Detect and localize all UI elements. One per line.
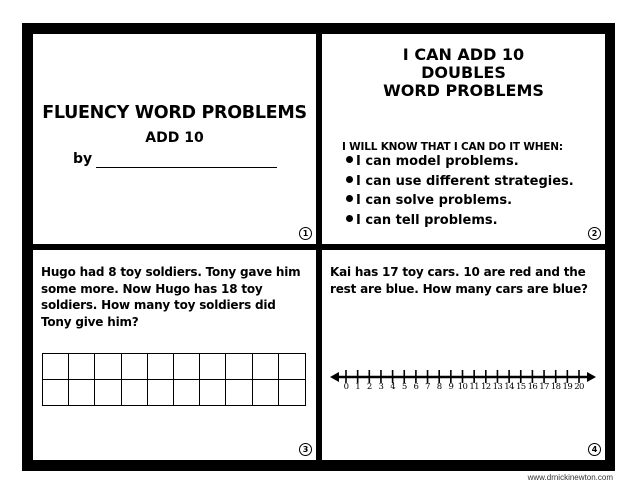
ten-frame-cell[interactable] bbox=[253, 354, 279, 380]
number-line-labels bbox=[330, 382, 596, 394]
heading-line: WORD PROBLEMS bbox=[383, 81, 544, 100]
name-blank-line[interactable] bbox=[96, 167, 277, 168]
number-line-label: 19 bbox=[562, 382, 573, 392]
bullet-icon bbox=[346, 176, 353, 183]
criteria-item: I can use different strategies. bbox=[346, 172, 574, 192]
ten-frame-cell[interactable] bbox=[226, 354, 252, 380]
heading-line: I CAN ADD 10 bbox=[402, 45, 525, 64]
task-card-sheet bbox=[22, 23, 615, 471]
criteria-item: I can model problems. bbox=[346, 152, 574, 172]
number-line-label: 1 bbox=[355, 382, 361, 392]
card-cover bbox=[33, 34, 316, 244]
number-line-axis-icon bbox=[330, 369, 596, 383]
card-number-badge: 1 bbox=[299, 227, 312, 240]
ten-frame-cell[interactable] bbox=[122, 354, 148, 380]
number-line-label: 15 bbox=[515, 382, 526, 392]
number-line-label: 20 bbox=[574, 382, 584, 392]
number-line-label: 6 bbox=[413, 382, 419, 392]
card-number-badge: 3 bbox=[299, 443, 312, 456]
number-line-label: 3 bbox=[378, 382, 384, 392]
footer-website: www.drnickinewton.com bbox=[527, 473, 613, 482]
number-line-label: 5 bbox=[401, 382, 407, 392]
i-can-heading bbox=[322, 46, 605, 100]
ten-frame-cell[interactable] bbox=[174, 380, 200, 406]
ten-frame-cell[interactable] bbox=[95, 380, 121, 406]
criteria-item: I can tell problems. bbox=[346, 211, 574, 231]
ten-frame-cell[interactable] bbox=[253, 380, 279, 406]
by-label: by bbox=[73, 151, 93, 167]
number-line-label: 17 bbox=[539, 382, 549, 392]
ten-frame-cell[interactable] bbox=[69, 380, 95, 406]
heading-line: DOUBLES bbox=[421, 63, 506, 82]
ten-frame-cell[interactable] bbox=[226, 380, 252, 406]
number-line-label: 0 bbox=[343, 382, 349, 392]
number-line-label: 12 bbox=[480, 382, 491, 392]
bullet-icon bbox=[346, 215, 353, 222]
ten-frame-cell[interactable] bbox=[122, 380, 148, 406]
number-line-label: 14 bbox=[504, 382, 514, 392]
number-line-label: 11 bbox=[469, 382, 479, 392]
number-line-label: 16 bbox=[527, 382, 538, 392]
criteria-intro: I WILL KNOW THAT I CAN DO IT WHEN: bbox=[342, 141, 563, 153]
ten-frame-grid bbox=[42, 353, 306, 406]
number-line-label: 7 bbox=[425, 382, 430, 392]
number-line-label: 4 bbox=[390, 382, 395, 392]
cover-title: FLUENCY WORD PROBLEMS bbox=[42, 103, 307, 123]
ten-frame-cell[interactable] bbox=[69, 354, 95, 380]
ten-frame-cell[interactable] bbox=[174, 354, 200, 380]
card-i-can bbox=[322, 34, 605, 244]
card-number-badge: 4 bbox=[588, 443, 601, 456]
card-problem-hugo bbox=[33, 250, 316, 460]
cover-subtitle: ADD 10 bbox=[145, 130, 204, 146]
ten-frame-cell[interactable] bbox=[279, 380, 305, 406]
ten-frame-cell[interactable] bbox=[200, 380, 226, 406]
number-line-label: 13 bbox=[492, 382, 503, 392]
number-line bbox=[330, 368, 596, 398]
bullet-icon bbox=[346, 156, 353, 163]
ten-frame-cell[interactable] bbox=[43, 354, 69, 380]
ten-frame-cell[interactable] bbox=[95, 354, 121, 380]
card-problem-kai bbox=[322, 250, 605, 460]
word-problem-text: Kai has 17 toy cars. 10 are red and the rest are blue. How many cars are blue? bbox=[330, 265, 588, 296]
number-line-label: 9 bbox=[448, 382, 454, 392]
ten-frame-cell[interactable] bbox=[148, 354, 174, 380]
card-number-badge: 2 bbox=[588, 227, 601, 240]
ten-frame-cell[interactable] bbox=[148, 380, 174, 406]
number-line-label: 2 bbox=[366, 382, 372, 392]
word-problem-text: Hugo had 8 toy soldiers. Tony gave him some more. Now Hugo has 18 toy soldiers. How many toy soldiers did Tony give him? bbox=[41, 265, 301, 329]
criteria-list bbox=[346, 152, 574, 230]
criteria-item: I can solve problems. bbox=[346, 191, 574, 211]
ten-frame-cell[interactable] bbox=[200, 354, 226, 380]
number-line-label: 18 bbox=[550, 382, 561, 392]
bullet-icon bbox=[346, 195, 353, 202]
ten-frame-cell[interactable] bbox=[43, 380, 69, 406]
ten-frame-cell[interactable] bbox=[279, 354, 305, 380]
number-line-label: 8 bbox=[436, 382, 442, 392]
number-line-label: 10 bbox=[457, 382, 468, 392]
